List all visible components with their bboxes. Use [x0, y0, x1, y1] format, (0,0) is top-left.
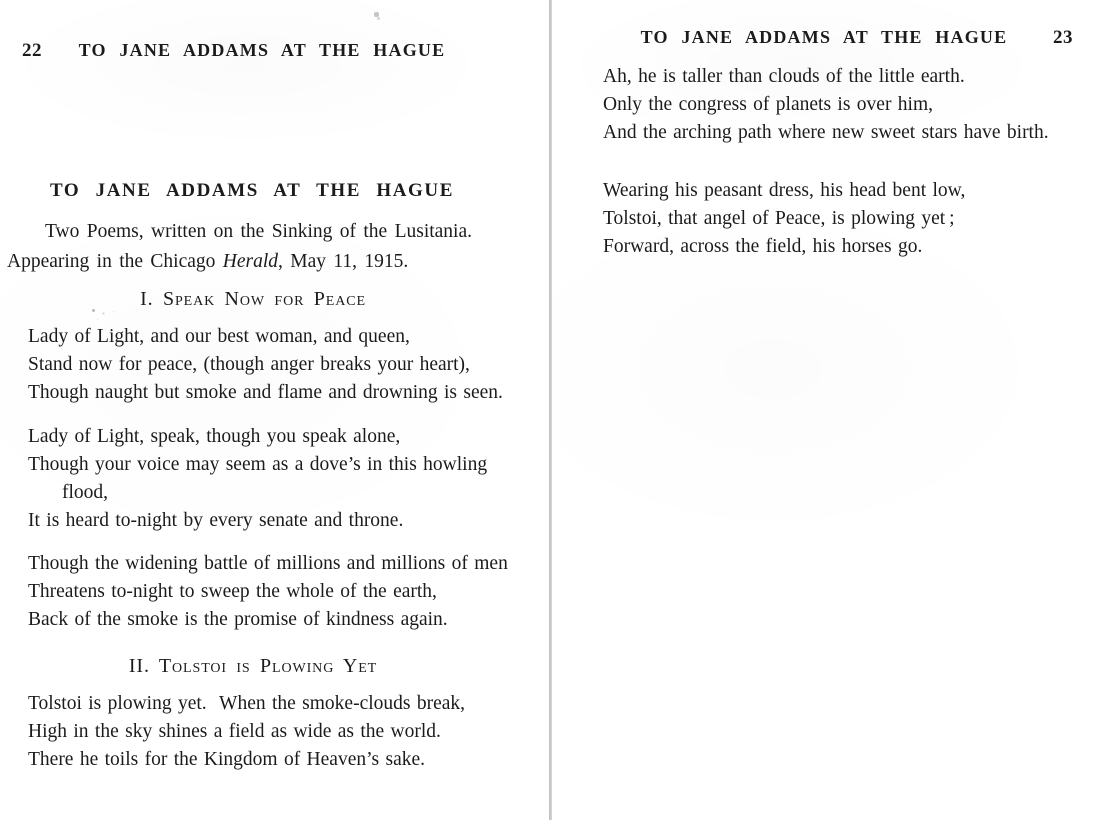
poem-line: And the arching path where new sweet stars have birth.: [603, 122, 1049, 143]
poem-line: Tolstoi is plowing yet. When the smoke-clouds break,: [28, 693, 466, 714]
page-number-right: 23: [1053, 27, 1073, 48]
page-gutter-divider: [549, 0, 552, 820]
poem-line: Lady of Light, speak, though you speak alone,: [28, 426, 401, 447]
page-number-left: 22: [22, 40, 42, 61]
left-page: [0, 0, 549, 820]
subtitle-suffix: , May 11, 1915.: [278, 251, 409, 272]
stanza-3: [28, 550, 508, 634]
section-heading-2: II. Tolstoi is Plowing Yet: [128, 655, 378, 677]
poem-line: Back of the smoke is the promise of kindness again.: [28, 609, 448, 630]
poem-line: Threatens to-night to sweep the whole of the earth,: [28, 581, 437, 602]
poem-subtitle-line-1: Two Poems, written on the Sinking of the Lusitania.: [45, 221, 473, 242]
section-heading-1: I. Speak Now for Peace: [140, 288, 366, 310]
poem-line: Lady of Light, and our best woman, and queen,: [28, 326, 410, 347]
poem-line: Forward, across the field, his horses go.: [603, 236, 923, 257]
poem-line: Stand now for peace, (though anger breaks your heart),: [28, 354, 470, 375]
subtitle-prefix: Appearing in the Chicago: [7, 251, 223, 272]
stanza-2: [28, 423, 487, 535]
poem-line: Though the widening battle of millions and millions of men: [28, 553, 508, 574]
poem-line: Tolstoi, that angel of Peace, is plowing yet ;: [603, 208, 955, 229]
poem-line: High in the sky shines a field as wide as the world.: [28, 721, 441, 742]
ink-smudge: [92, 309, 95, 312]
poem-line: Wearing his peasant dress, his head bent low,: [603, 180, 966, 201]
running-header-right: TO JANE ADDAMS AT THE HAGUE: [640, 27, 1008, 47]
stanza-1: [28, 323, 503, 407]
subtitle-italic-herald: Herald: [222, 251, 279, 272]
poem-line: There he toils for the Kingdom of Heaven’s sake.: [28, 749, 426, 770]
poem-line: Though naught but smoke and flame and drowning is seen.: [28, 382, 503, 403]
right-page: [553, 0, 1104, 820]
stanza-4: [28, 690, 465, 774]
poem-line: Though your voice may seem as a dove’s in this howling: [28, 454, 488, 475]
poem-line: It is heard to-night by every senate and throne.: [28, 510, 404, 531]
poem-line: Only the congress of planets is over him,: [603, 94, 934, 115]
stanza-5: [603, 63, 1049, 147]
running-header-left: TO JANE ADDAMS AT THE HAGUE: [78, 40, 446, 60]
scan-speck: [374, 12, 379, 17]
poem-line-runover: flood,: [62, 482, 109, 503]
stanza-6: [603, 177, 965, 261]
poem-title: TO JANE ADDAMS AT THE HAGUE: [49, 180, 455, 201]
poem-line: Ah, he is taller than clouds of the little earth.: [603, 66, 965, 87]
poem-subtitle-line-2: [7, 251, 408, 273]
